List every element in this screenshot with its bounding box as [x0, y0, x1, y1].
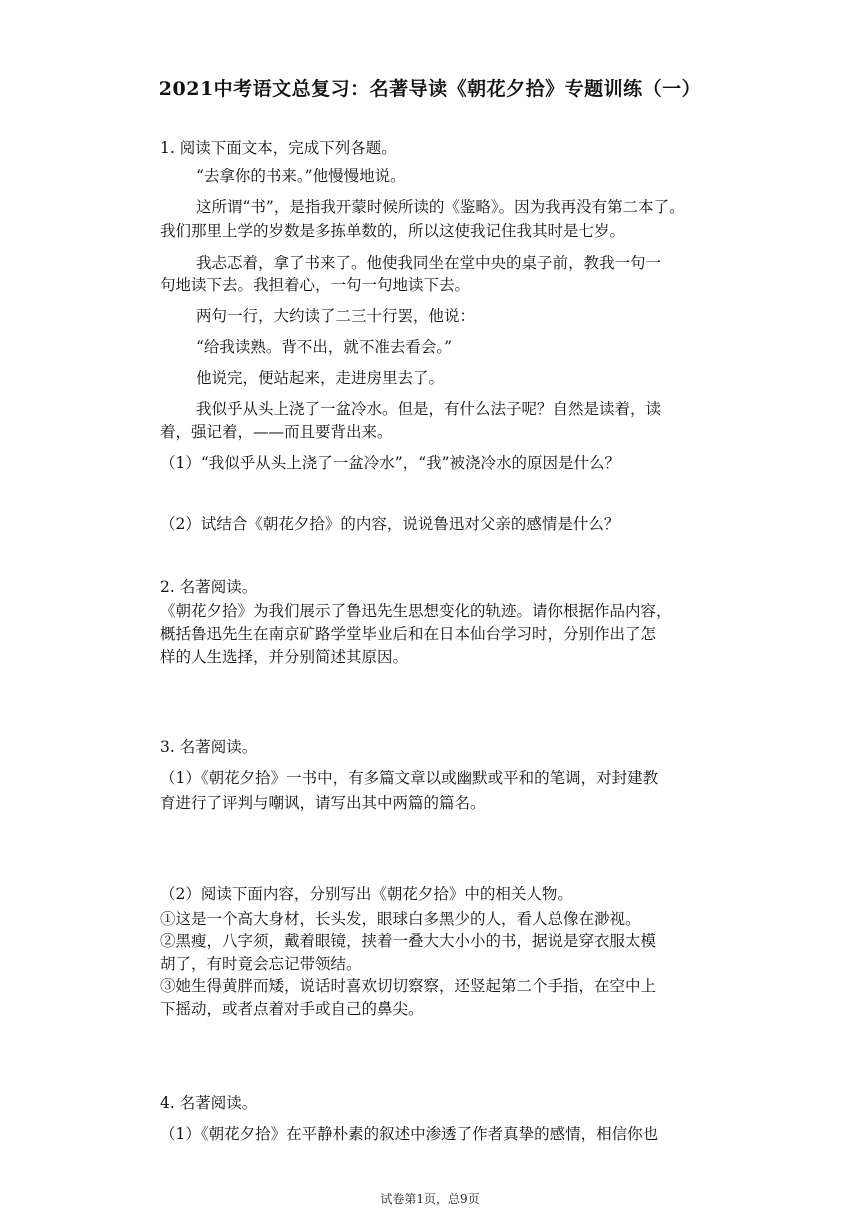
question-2-heading: 2. 名著阅读。 — [160, 578, 258, 596]
question-2-text: 概括鲁迅先生在南京矿路学堂毕业后和在日本仙台学习时，分别作出了怎 — [160, 625, 657, 643]
passage-line: 这所谓“书”，是指我开蒙时候所读的《鉴略》。因为我再没有第二本了。 — [196, 198, 685, 216]
passage-line: 他说完，便站起来，走进房里去了。 — [196, 369, 445, 387]
question-3-heading: 3. 名著阅读。 — [160, 738, 258, 756]
character-description: 下摇动，或者点着对手或自己的鼻尖。 — [160, 1000, 424, 1018]
question-4-part-1: （1）《朝花夕拾》在平静朴素的叙述中渗透了作者真挚的感情，相信你也 — [160, 1125, 659, 1143]
question-4-heading: 4. 名著阅读。 — [160, 1094, 258, 1112]
passage-line: “去拿你的书来。”他慢慢地说。 — [196, 167, 406, 185]
question-3-part-1: 育进行了评判与嘲讽，请写出其中两篇的篇名。 — [160, 794, 486, 812]
character-description: ②黑瘦，八字须，戴着眼镜，挟着一叠大大小小的书，据说是穿衣服太模 — [160, 932, 657, 950]
question-2-text: 样的人生选择，并分别简述其原因。 — [160, 648, 409, 666]
character-description: ①这是一个高大身材，长头发，眼球白多黑少的人，看人总像在渺视。 — [160, 910, 641, 928]
passage-line: “给我读熟。背不出，就不准去看会。” — [196, 338, 453, 356]
question-1-part-2: （2）试结合《朝花夕拾》的内容，说说鲁迅对父亲的感情是什么？ — [160, 515, 620, 533]
page-title: 2021中考语文总复习：名著导读《朝花夕拾》专题训练（一） — [158, 78, 702, 100]
question-1-part-1: （1）“我似乎从头上浇了一盆冷水”，“我”被浇冷水的原因是什么？ — [160, 454, 621, 472]
passage-line: 我忐忑着，拿了书来了。他使我同坐在堂中央的桌子前，教我一句一 — [196, 254, 662, 272]
page-footer: 试卷第1页，总9页 — [380, 1192, 480, 1206]
character-description: ③她生得黄胖而矮，说话时喜欢切切察察，还竖起第二个手指，在空中上 — [160, 977, 657, 995]
passage-line: 两句一行，大约读了二三十行罢，他说： — [196, 307, 476, 325]
passage-line: 我们那里上学的岁数是多拣单数的，所以这使我记住我其时是七岁。 — [160, 222, 626, 240]
question-1-heading: 1. 阅读下面文本，完成下列各题。 — [160, 139, 397, 157]
character-description: 胡了，有时竟会忘记带领结。 — [160, 955, 362, 973]
question-3-part-1: （1）《朝花夕拾》一书中，有多篇文章以或幽默或平和的笔调，对封建教 — [160, 769, 659, 787]
passage-line: 着，强记着，——而且要背出来。 — [160, 423, 393, 441]
passage-line: 我似乎从头上浇了一盆冷水。但是，有什么法子呢？自然是读着，读 — [196, 400, 662, 418]
passage-line: 句地读下去。我担着心，一句一句地读下去。 — [160, 276, 471, 294]
question-3-part-2: （2）阅读下面内容，分别写出《朝花夕拾》中的相关人物。 — [160, 885, 573, 903]
question-2-text: 《朝花夕拾》为我们展示了鲁迅先生思想变化的轨迹。请你根据作品内容， — [160, 602, 672, 620]
